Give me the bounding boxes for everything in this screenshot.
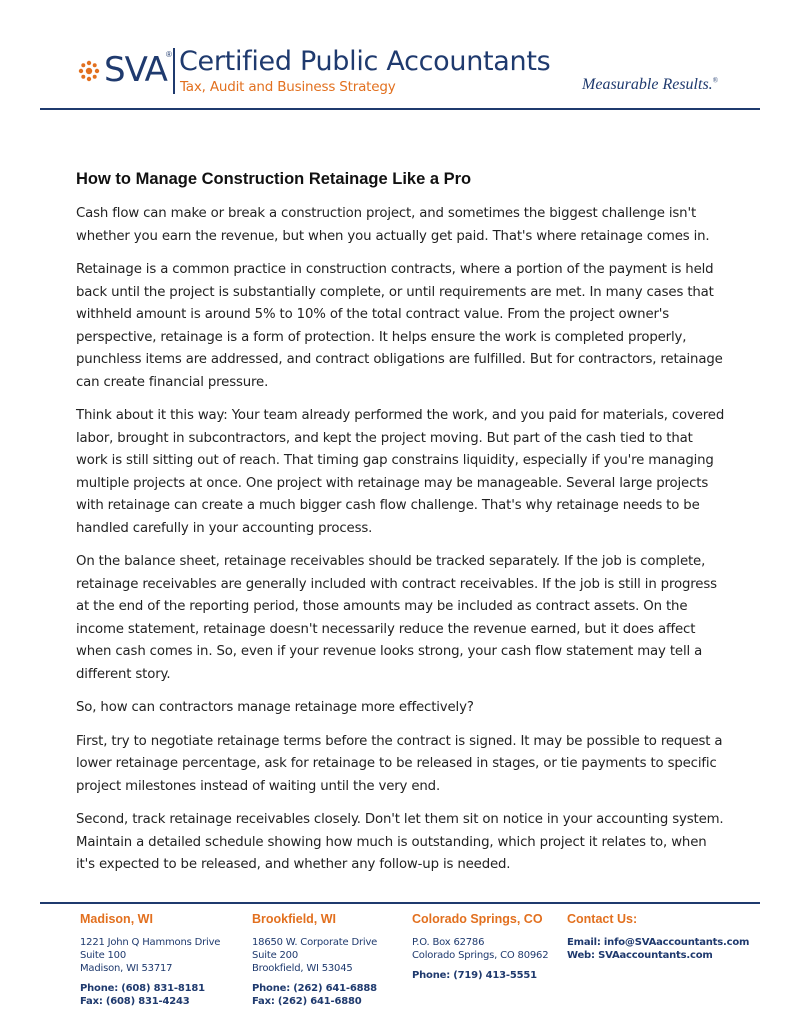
contact-web-link[interactable]: Web: SVAaccountants.com — [567, 950, 713, 961]
footer-rule — [40, 902, 760, 904]
office-colorado-springs — [412, 912, 548, 982]
office-address-line: Brookfield, WI 53045 — [252, 963, 353, 974]
contact-email-link[interactable]: Email: info@SVAaccountants.com — [567, 937, 750, 948]
contact-block — [567, 912, 749, 962]
article-paragraph: On the balance sheet, retainage receivables should be tracked separately. If the job is complete, retainage receivables are generally included with contract receivables. If the job is still in progress at the end of the reporting period, those amounts may be included as contract assets. On the income statement, retainage doesn't necessarily reduce the revenue earned, but it does affect when cash comes in. So, even if your revenue looks strong, your cash flow statement may tell a different story. — [76, 554, 717, 682]
office-address-line: Suite 100 — [80, 950, 127, 961]
office-address-line: Colorado Springs, CO 80962 — [412, 950, 549, 961]
office-fax: Fax: (608) 831-4243 — [80, 996, 190, 1007]
office-address-line: Suite 200 — [252, 950, 299, 961]
office-city: Colorado Springs, CO — [412, 912, 543, 926]
page-footer — [0, 912, 800, 1032]
sunburst-logo-icon — [78, 60, 100, 82]
office-fax: Fax: (262) 641-6880 — [252, 996, 362, 1007]
article-paragraph: Cash flow can make or break a construction project, and sometimes the biggest challenge isn't whether you earn the revenue, but when you actually get paid. That's where retainage comes in. — [76, 206, 710, 244]
article-paragraph: First, try to negotiate retainage terms before the contract is signed. It may be possible to request a lower retainage percentage, ask for retainage to be released in stages, or tie payments to specific project milestones instead of waiting until the very end. — [76, 733, 723, 794]
tagline — [582, 76, 718, 94]
office-phone: Phone: (719) 413-5551 — [412, 970, 537, 981]
article-title: How to Manage Construction Retainage Like a Pro — [76, 170, 472, 188]
office-phone: Phone: (262) 641-6888 — [252, 983, 377, 994]
office-madison — [80, 912, 220, 1008]
office-city: Madison, WI — [80, 912, 153, 926]
page-header — [0, 0, 800, 110]
office-address-line: 1221 John Q Hammons Drive — [80, 937, 221, 948]
logo-title: Certified Public Accountants — [179, 46, 551, 77]
office-address-line: Madison, WI 53717 — [80, 963, 173, 974]
article-paragraph: Second, track retainage receivables closely. Don't let them sit on notice in your accounting system. Maintain a detailed schedule showing how much is outstanding, which project it relates to, when it's expected to be released, and whether any follow-up is needed. — [76, 812, 724, 872]
logo-divider — [173, 48, 175, 94]
logo-registered-mark: ® — [166, 50, 172, 59]
office-address-line: 18650 W. Corporate Drive — [252, 937, 378, 948]
article-paragraph: So, how can contractors manage retainage more effectively? — [76, 700, 474, 715]
office-city: Brookfield, WI — [252, 912, 337, 926]
tagline-mark: ® — [712, 76, 718, 85]
article-paragraph: Retainage is a common practice in construction contracts, where a portion of the payment is held back until the project is substantially complete, or until requirements are met. In many cases that withheld amount is around 5% to 10% of the total contract value. From the project owner's perspective, retainage is a form of protection. It helps ensure the work is completed properly, punchless items are addressed, and contract obligations are fulfilled. But for contractors, retainage can create financial pressure. — [76, 262, 723, 390]
office-phone: Phone: (608) 831-8181 — [80, 983, 205, 994]
article — [76, 170, 726, 888]
office-address-line: P.O. Box 62786 — [412, 937, 485, 948]
office-brookfield — [252, 912, 377, 1008]
logo-wordmark: SVA — [104, 50, 167, 90]
header-rule — [40, 108, 760, 110]
tagline-text: Measurable Results. — [582, 76, 713, 93]
contact-heading: Contact Us: — [567, 912, 638, 926]
article-paragraph: Think about it this way: Your team already performed the work, and you paid for materials, covered labor, brought in subcontractors, and kept the project moving. But part of the cash tied to that work is still sitting out of reach. That timing gap constrains liquidity, especially if you're managing multiple projects at once. One project with retainage may be manageable. Several large projects with retainage can create a much bigger cash flow challenge. That's why retainage needs to be handled carefully in your accounting process. — [76, 408, 725, 536]
logo-subtitle: Tax, Audit and Business Strategy — [180, 79, 396, 95]
